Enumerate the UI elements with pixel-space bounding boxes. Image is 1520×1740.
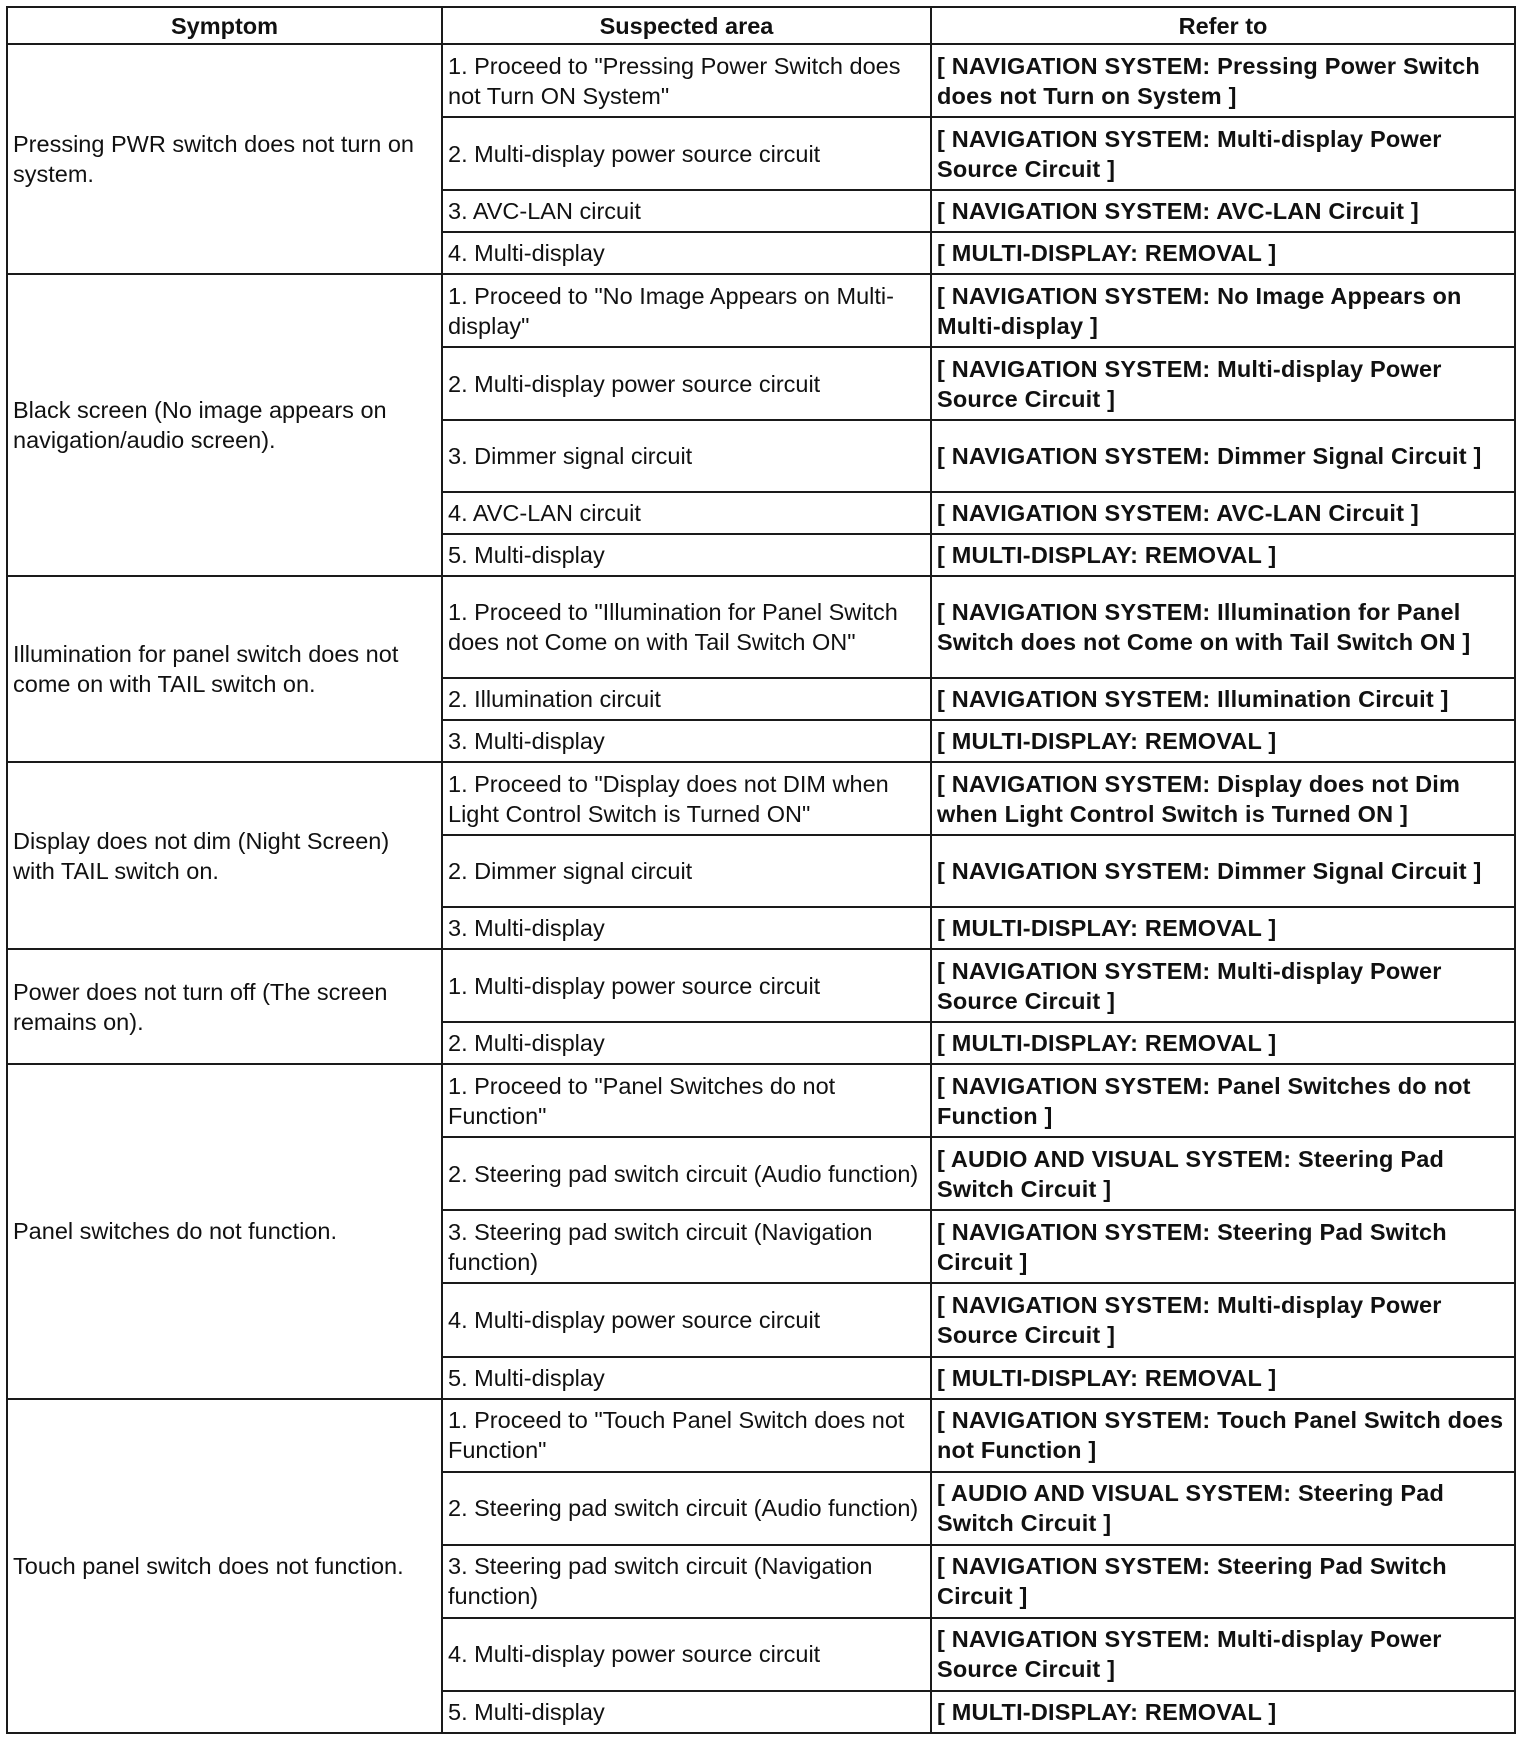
suspected-area-cell: 1. Proceed to "Touch Panel Switch does not Function" [442, 1399, 931, 1472]
refer-to-cell: [ MULTI-DISPLAY: REMOVAL ] [931, 1691, 1515, 1733]
symptom-cell: Power does not turn off (The screen remains on). [7, 949, 442, 1064]
header-row [7, 7, 1515, 44]
suspected-area-cell: 4. Multi-display [442, 232, 931, 274]
suspected-area-cell: 1. Proceed to "Display does not DIM when Light Control Switch is Turned ON" [442, 762, 931, 835]
suspected-area-cell: 3. Steering pad switch circuit (Navigation function) [442, 1210, 931, 1283]
refer-to-cell: [ NAVIGATION SYSTEM: Touch Panel Switch does not Function ] [931, 1399, 1515, 1472]
suspected-area-cell: 3. Multi-display [442, 720, 931, 762]
refer-to-cell: [ NAVIGATION SYSTEM: Multi-display Power Source Circuit ] [931, 347, 1515, 420]
suspected-area-cell: 2. Multi-display [442, 1022, 931, 1064]
header-symptom: Symptom [7, 7, 442, 44]
symptom-cell: Touch panel switch does not function. [7, 1399, 442, 1733]
table-row [7, 274, 1515, 347]
refer-to-cell: [ NAVIGATION SYSTEM: Multi-display Power Source Circuit ] [931, 949, 1515, 1022]
refer-to-cell: [ AUDIO AND VISUAL SYSTEM: Steering Pad Switch Circuit ] [931, 1137, 1515, 1210]
refer-to-cell: [ MULTI-DISPLAY: REMOVAL ] [931, 1357, 1515, 1399]
symptom-cell: Black screen (No image appears on navigation/audio screen). [7, 274, 442, 576]
refer-to-cell: [ NAVIGATION SYSTEM: Dimmer Signal Circuit ] [931, 835, 1515, 907]
refer-to-cell: [ NAVIGATION SYSTEM: Panel Switches do not Function ] [931, 1064, 1515, 1137]
refer-to-cell: [ NAVIGATION SYSTEM: Illumination for Panel Switch does not Come on with Tail Switch ON ] [931, 576, 1515, 678]
suspected-area-cell: 2. Steering pad switch circuit (Audio function) [442, 1137, 931, 1210]
refer-to-cell: [ AUDIO AND VISUAL SYSTEM: Steering Pad Switch Circuit ] [931, 1472, 1515, 1545]
symptom-cell: Illumination for panel switch does not come on with TAIL switch on. [7, 576, 442, 762]
refer-to-cell: [ NAVIGATION SYSTEM: Display does not Dim when Light Control Switch is Turned ON ] [931, 762, 1515, 835]
refer-to-cell: [ MULTI-DISPLAY: REMOVAL ] [931, 232, 1515, 274]
refer-to-cell: [ MULTI-DISPLAY: REMOVAL ] [931, 720, 1515, 762]
refer-to-cell: [ NAVIGATION SYSTEM: Multi-display Power Source Circuit ] [931, 117, 1515, 190]
table-row [7, 762, 1515, 835]
suspected-area-cell: 5. Multi-display [442, 1691, 931, 1733]
refer-to-cell: [ MULTI-DISPLAY: REMOVAL ] [931, 534, 1515, 576]
symptom-cell: Panel switches do not function. [7, 1064, 442, 1398]
refer-to-cell: [ NAVIGATION SYSTEM: Pressing Power Switch does not Turn on System ] [931, 44, 1515, 117]
refer-to-cell: [ NAVIGATION SYSTEM: Illumination Circuit ] [931, 678, 1515, 720]
suspected-area-cell: 2. Illumination circuit [442, 678, 931, 720]
suspected-area-cell: 4. Multi-display power source circuit [442, 1618, 931, 1691]
table-body [7, 44, 1515, 1733]
table-row [7, 44, 1515, 117]
suspected-area-cell: 5. Multi-display [442, 1357, 931, 1399]
suspected-area-cell: 1. Multi-display power source circuit [442, 949, 931, 1022]
table-row [7, 949, 1515, 1022]
refer-to-cell: [ NAVIGATION SYSTEM: Steering Pad Switch Circuit ] [931, 1545, 1515, 1618]
refer-to-cell: [ NAVIGATION SYSTEM: AVC-LAN Circuit ] [931, 190, 1515, 232]
symptom-cell: Pressing PWR switch does not turn on system. [7, 44, 442, 274]
table-row [7, 1064, 1515, 1137]
table-row [7, 576, 1515, 678]
header-suspected-area: Suspected area [442, 7, 931, 44]
suspected-area-cell: 3. Steering pad switch circuit (Navigation function) [442, 1545, 931, 1618]
suspected-area-cell: 1. Proceed to "Pressing Power Switch does not Turn ON System" [442, 44, 931, 117]
refer-to-cell: [ NAVIGATION SYSTEM: AVC-LAN Circuit ] [931, 492, 1515, 534]
troubleshooting-table [6, 6, 1516, 1734]
header-refer-to: Refer to [931, 7, 1515, 44]
refer-to-cell: [ MULTI-DISPLAY: REMOVAL ] [931, 907, 1515, 949]
suspected-area-cell: 5. Multi-display [442, 534, 931, 576]
refer-to-cell: [ NAVIGATION SYSTEM: Multi-display Power Source Circuit ] [931, 1283, 1515, 1356]
refer-to-cell: [ NAVIGATION SYSTEM: Multi-display Power Source Circuit ] [931, 1618, 1515, 1691]
suspected-area-cell: 4. AVC-LAN circuit [442, 492, 931, 534]
suspected-area-cell: 2. Dimmer signal circuit [442, 835, 931, 907]
refer-to-cell: [ NAVIGATION SYSTEM: Steering Pad Switch Circuit ] [931, 1210, 1515, 1283]
refer-to-cell: [ MULTI-DISPLAY: REMOVAL ] [931, 1022, 1515, 1064]
refer-to-cell: [ NAVIGATION SYSTEM: No Image Appears on Multi-display ] [931, 274, 1515, 347]
suspected-area-cell: 2. Multi-display power source circuit [442, 117, 931, 190]
suspected-area-cell: 3. AVC-LAN circuit [442, 190, 931, 232]
suspected-area-cell: 4. Multi-display power source circuit [442, 1283, 931, 1356]
suspected-area-cell: 2. Multi-display power source circuit [442, 347, 931, 420]
symptom-cell: Display does not dim (Night Screen) with TAIL switch on. [7, 762, 442, 949]
suspected-area-cell: 3. Dimmer signal circuit [442, 420, 931, 492]
suspected-area-cell: 2. Steering pad switch circuit (Audio function) [442, 1472, 931, 1545]
refer-to-cell: [ NAVIGATION SYSTEM: Dimmer Signal Circuit ] [931, 420, 1515, 492]
suspected-area-cell: 1. Proceed to "No Image Appears on Multi-display" [442, 274, 931, 347]
suspected-area-cell: 3. Multi-display [442, 907, 931, 949]
suspected-area-cell: 1. Proceed to "Panel Switches do not Function" [442, 1064, 931, 1137]
suspected-area-cell: 1. Proceed to "Illumination for Panel Switch does not Come on with Tail Switch ON" [442, 576, 931, 678]
table-row [7, 1399, 1515, 1472]
